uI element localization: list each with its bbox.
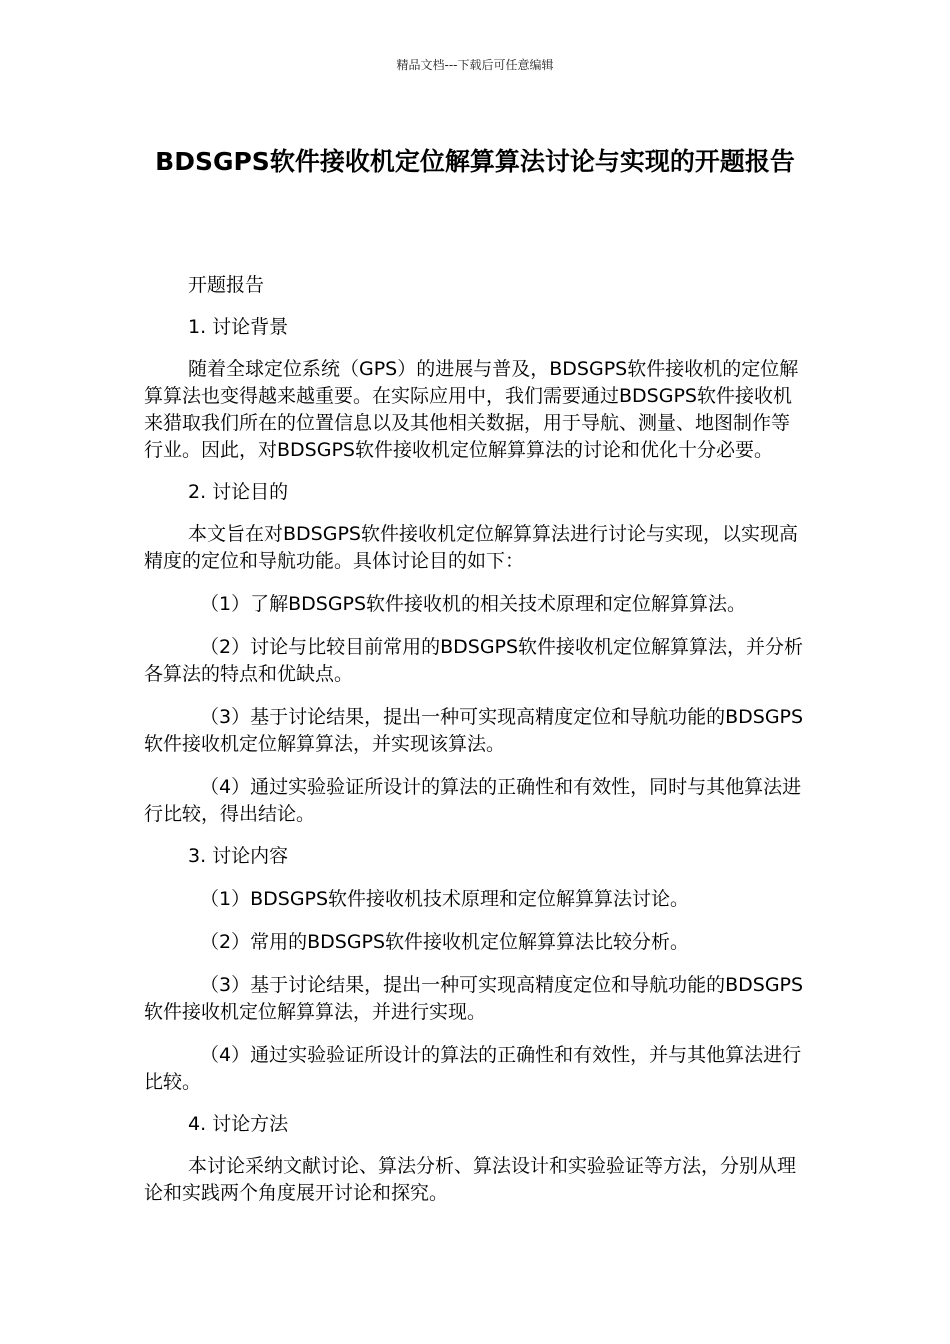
page-header: 精品文档---下载后可任意编辑 bbox=[396, 58, 554, 72]
section-2-heading: 2. 讨论目的 bbox=[188, 481, 289, 503]
document-title: BDSGPS软件接收机定位解算算法讨论与实现的开题报告 bbox=[155, 147, 795, 176]
section-3-heading: 3. 讨论内容 bbox=[188, 845, 289, 867]
section-2-item-2: （2）讨论与比较目前常用的BDSGPS软件接收机定位解算算法，并分析各算法的特点和优缺点。 bbox=[144, 636, 804, 685]
section-3-item-2: （2）常用的BDSGPS软件接收机定位解算算法比较分析。 bbox=[200, 931, 690, 953]
section-2-item-4: （4）通过实验验证所设计的算法的正确性和有效性，同时与其他算法进行比较，得出结论。 bbox=[144, 776, 802, 825]
section-3-item-4: （4）通过实验验证所设计的算法的正确性和有效性，并与其他算法进行比较。 bbox=[144, 1044, 802, 1093]
section-3-item-3: （3）基于讨论结果，提出一种可实现高精度定位和导航功能的BDSGPS软件接收机定位解算算法，并进行实现。 bbox=[144, 974, 804, 1023]
section-1-heading: 1. 讨论背景 bbox=[188, 316, 289, 338]
section-2-item-3: （3）基于讨论结果，提出一种可实现高精度定位和导航功能的BDSGPS软件接收机定位解算算法，并实现该算法。 bbox=[144, 706, 804, 755]
document-body bbox=[144, 272, 808, 1207]
section-2-paragraph: 本文旨在对BDSGPS软件接收机定位解算算法进行讨论与实现，以实现高精度的定位和导航功能。具体讨论目的如下： bbox=[144, 523, 798, 572]
section-4-paragraph: 本讨论采纳文献讨论、算法分析、算法设计和实验验证等方法，分别从理论和实践两个角度展开讨论和探究。 bbox=[144, 1155, 797, 1204]
section-2-item-1: （1）了解BDSGPS软件接收机的相关技术原理和定位解算算法。 bbox=[200, 593, 747, 615]
section-1-paragraph: 随着全球定位系统（GPS）的进展与普及，BDSGPS软件接收机的定位解算算法也变得越来越重要。在实际应用中，我们需要通过BDSGPS软件接收机来猎取我们所在的位置信息以及其他相关数据，用于导航、测量、地图制作等行业。因此，对BDSGPS软件接收机定位解算算法的讨论和优化十分必要。 bbox=[144, 358, 799, 461]
section-4-heading: 4. 讨论方法 bbox=[188, 1113, 289, 1135]
section-3-item-1: （1）BDSGPS软件接收机技术原理和定位解算算法讨论。 bbox=[200, 888, 690, 910]
intro-label: 开题报告 bbox=[188, 274, 265, 296]
